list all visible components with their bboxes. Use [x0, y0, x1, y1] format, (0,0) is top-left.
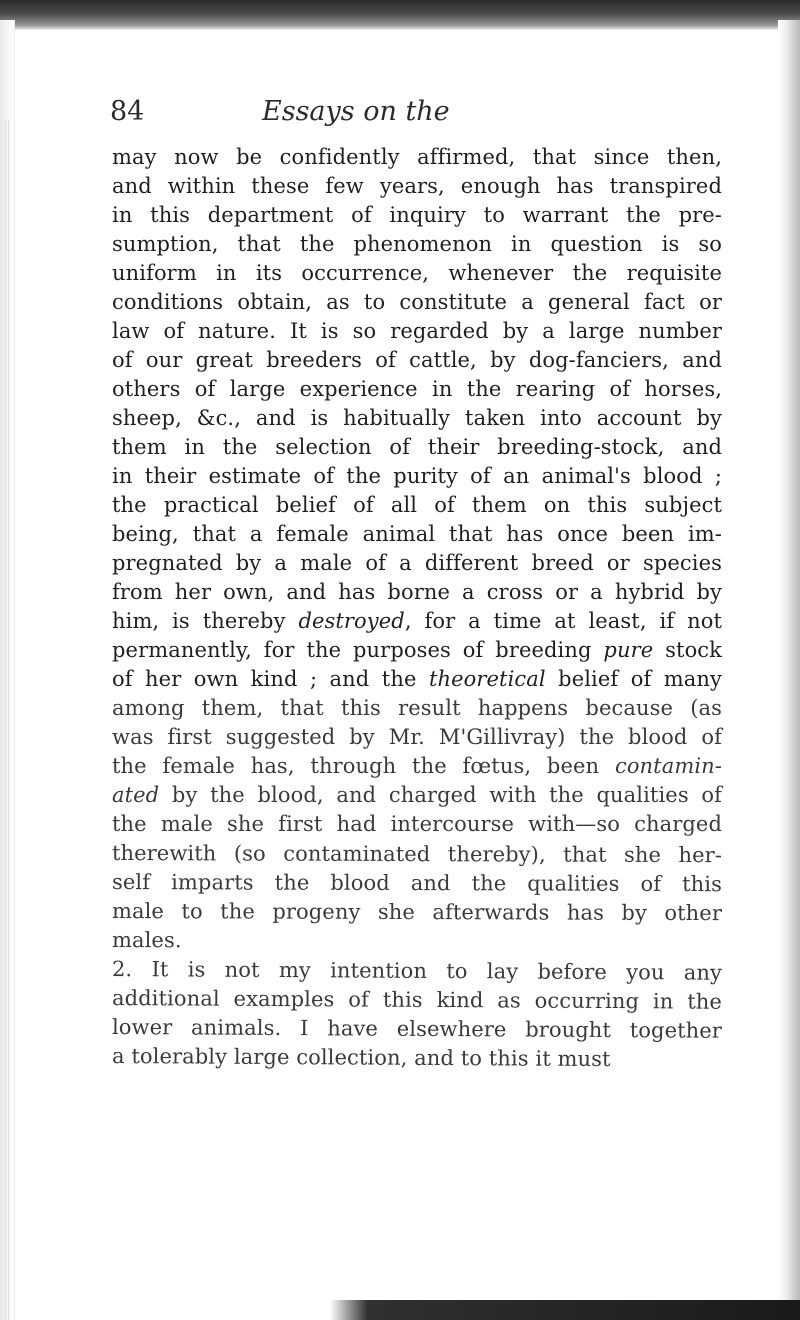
- text-line: was first suggested by Mr. M'Gillivray) the blood of: [112, 725, 722, 749]
- italic-emphasis: pure: [603, 638, 654, 662]
- text-line: them in the selection of their breeding-stock, and: [112, 435, 722, 459]
- body-text: [112, 143, 722, 1071]
- text-line: permanently, for the purposes of breeding pure stock: [112, 638, 722, 662]
- text-line: of her own kind ; and the theoretical belief of many: [112, 667, 722, 691]
- text-line: pregnated by a male of a different breed or species: [112, 551, 722, 575]
- running-title: Essays on the: [262, 96, 450, 127]
- text-line: the female has, through the fœtus, been contamin-: [112, 754, 722, 778]
- text-line: uniform in its occurrence, whenever the requisite: [112, 261, 722, 285]
- text-line: being, that a female animal that has once been im-: [112, 522, 722, 546]
- italic-emphasis: theoretical: [428, 667, 546, 691]
- text-line: male to the progeny she afterwards has by other: [111, 899, 723, 926]
- text-line: among them, that this result happens because (as: [112, 696, 722, 720]
- binding-lines: [3, 120, 11, 1320]
- text-line: additional examples of this kind as occurring in the: [111, 986, 723, 1014]
- text-line: from her own, and has borne a cross or a hybrid by: [112, 580, 722, 604]
- page-header: [110, 96, 730, 136]
- text-line: others of large experience in the rearing of horses,: [112, 377, 722, 401]
- text-line: the male she first had intercourse with—so charged: [112, 812, 722, 836]
- text-line: a tolerably large collection, and to this it must: [111, 1044, 611, 1072]
- italic-emphasis: ated: [112, 783, 160, 807]
- text-line: conditions obtain, as to constitute a general fact or: [112, 290, 722, 314]
- text-line: sumption, that the phenomenon in question is so: [112, 232, 722, 256]
- text-line: him, is thereby destroyed, for a time at least, if not: [112, 609, 722, 633]
- text-line: of our great breeders of cattle, by dog-fanciers, and: [112, 348, 722, 372]
- text-line: and within these few years, enough has transpired: [112, 174, 722, 198]
- text-line: therewith (so contaminated thereby), that she her-: [111, 841, 723, 868]
- page-right-edge: [778, 20, 800, 1320]
- text-line: sheep, &c., and is habitually taken into account by: [112, 406, 722, 430]
- page-bottom-shadow: [330, 1300, 800, 1320]
- text-line: in their estimate of the purity of an animal's blood ;: [112, 464, 722, 488]
- text-line: lower animals. I have elsewhere brought together: [111, 1015, 723, 1043]
- text-line: law of nature. It is so regarded by a large number: [112, 319, 722, 343]
- text-line: 2. It is not my intention to lay before you any: [111, 957, 723, 985]
- text-line: self imparts the blood and the qualities of this: [111, 870, 723, 897]
- italic-emphasis: contamin-: [614, 754, 722, 778]
- page-number: 84: [110, 96, 145, 127]
- text-line: the practical belief of all of them on this subject: [112, 493, 722, 517]
- italic-emphasis: destroyed: [298, 609, 405, 633]
- text-line: may now be confidently affirmed, that since then,: [112, 145, 722, 169]
- text-line: in this department of inquiry to warrant the pre-: [112, 203, 722, 227]
- text-line: ated by the blood, and charged with the qualities of: [112, 783, 722, 807]
- text-line: males.: [111, 928, 182, 953]
- page-top-edge: [0, 0, 800, 30]
